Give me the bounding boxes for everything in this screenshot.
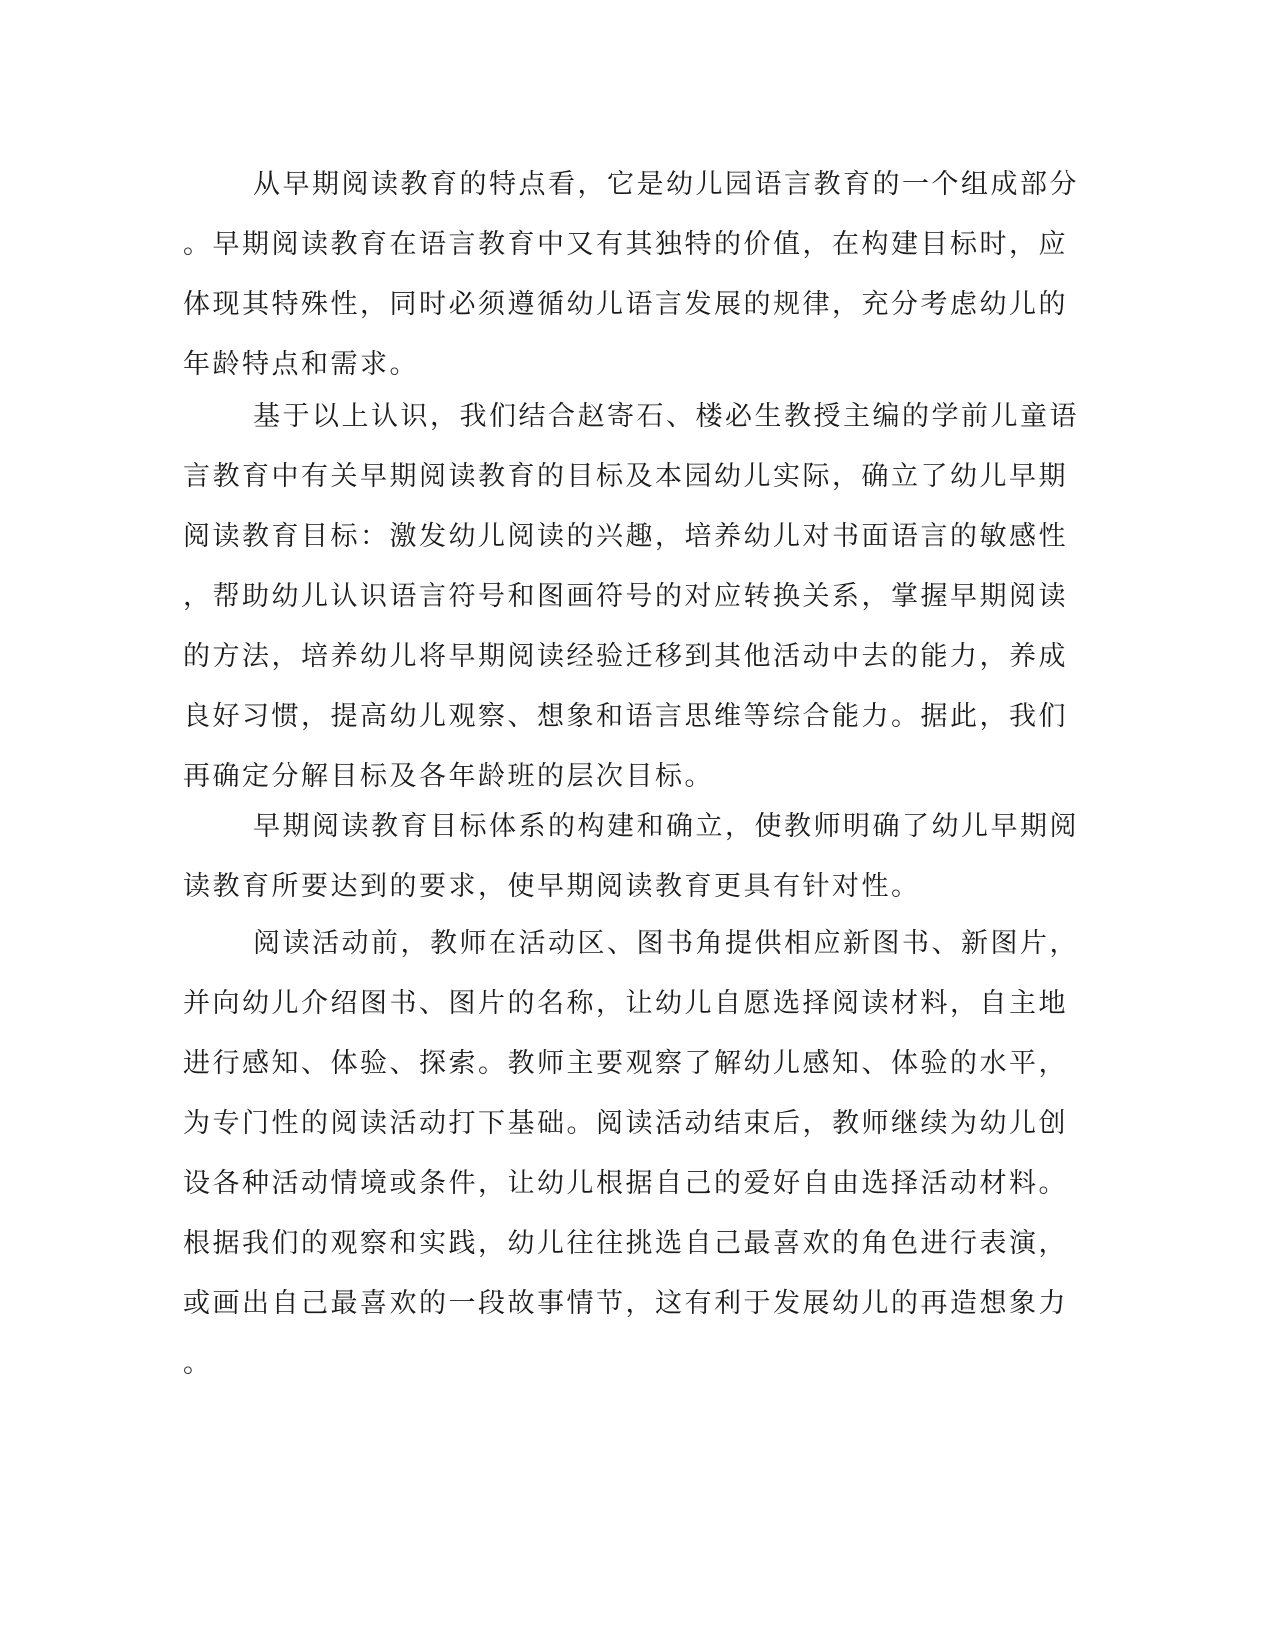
text-line: 。早期阅读教育在语言教育中又有其独特的价值，在构建目标时，应 [183, 229, 1068, 260]
text-line: 的方法，培养幼儿将早期阅读经验迁移到其他活动中去的能力，养成 [183, 641, 1068, 672]
text-line: 言教育中有关早期阅读教育的目标及本园幼儿实际，确立了幼儿早期 [183, 461, 1068, 492]
text-line: 从早期阅读教育的特点看，它是幼儿园语言教育的一个组成部分 [253, 169, 1079, 200]
paragraph-4 [183, 914, 1079, 1394]
text-line: 年龄特点和需求。 [183, 349, 419, 380]
paragraph-1 [183, 155, 1079, 395]
text-line: ，帮助幼儿认识语言符号和图画符号的对应转换关系，掌握早期阅读 [183, 581, 1068, 612]
text-line: 并向幼儿介绍图书、图片的名称，让幼儿自愿选择阅读材料，自主地 [183, 988, 1068, 1019]
text-line: 或画出自己最喜欢的一段故事情节，这有利于发展幼儿的再造想象力 [183, 1288, 1068, 1319]
text-line: 基于以上认识，我们结合赵寄石、楼必生教授主编的学前儿童语 [253, 401, 1079, 432]
text-line: 再确定分解目标及各年龄班的层次目标。 [183, 761, 714, 792]
text-line: 阅读活动前，教师在活动区、图书角提供相应新图书、新图片， [253, 928, 1079, 959]
text-line: 。 [183, 1348, 213, 1379]
text-line: 良好习惯，提高幼儿观察、想象和语言思维等综合能力。据此，我们 [183, 701, 1068, 732]
paragraph-3 [183, 797, 1079, 917]
text-line: 读教育所要达到的要求，使早期阅读教育更具有针对性。 [183, 871, 921, 902]
text-line: 阅读教育目标：激发幼儿阅读的兴趣，培养幼儿对书面语言的敏感性 [183, 521, 1068, 552]
paragraph-2 [183, 387, 1079, 807]
text-line: 设各种活动情境或条件，让幼儿根据自己的爱好自由选择活动材料。 [183, 1168, 1068, 1199]
text-line: 进行感知、体验、探索。教师主要观察了解幼儿感知、体验的水平， [183, 1048, 1068, 1079]
text-line: 为专门性的阅读活动打下基础。阅读活动结束后，教师继续为幼儿创 [183, 1108, 1068, 1139]
text-line: 体现其特殊性，同时必须遵循幼儿语言发展的规律，充分考虑幼儿的 [183, 289, 1068, 320]
text-line: 根据我们的观察和实践，幼儿往往挑选自己最喜欢的角色进行表演， [183, 1228, 1068, 1259]
text-line: 早期阅读教育目标体系的构建和确立，使教师明确了幼儿早期阅 [253, 811, 1079, 842]
